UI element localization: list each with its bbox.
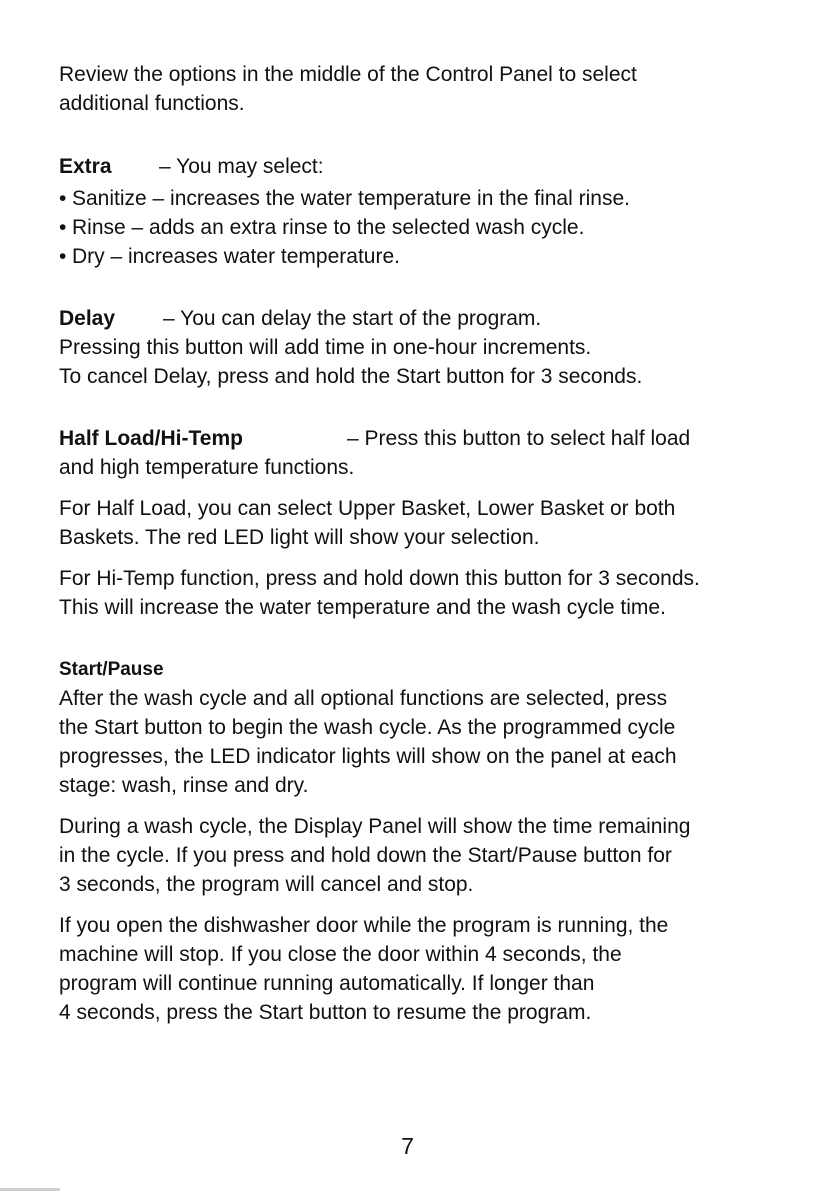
hi-temp-line: For Hi-Temp function, press and hold down this button for 3 seconds.: [59, 567, 700, 590]
delay-section: [59, 304, 799, 391]
bullet-icon: •: [59, 216, 67, 239]
delay-label: Delay: [59, 307, 116, 330]
paragraph-line: the Start button to begin the wash cycle. As the programmed cycle: [59, 716, 676, 739]
intro-paragraph: [59, 60, 799, 118]
delay-heading-line: [59, 304, 799, 333]
list-item: [59, 184, 799, 213]
half-load-label: Half Load/Hi-Temp: [59, 427, 243, 450]
paragraph-line: 4 seconds, press the Start button to resume the program.: [59, 1001, 592, 1024]
intro-line: additional functions.: [59, 92, 245, 115]
list-item-text: Sanitize – increases the water temperature in the final rinse.: [72, 187, 630, 210]
start-pause-paragraph: [59, 684, 799, 800]
start-pause-heading: Start/Pause: [59, 659, 164, 680]
extra-heading-line: [59, 152, 799, 181]
list-item: [59, 242, 799, 271]
manual-page: [59, 60, 799, 1027]
half-load-heading-line: [59, 424, 799, 453]
extra-label: Extra: [59, 155, 112, 178]
half-load-paragraph: [59, 494, 799, 552]
extra-options-list: [59, 184, 799, 271]
list-item-text: Dry – increases water temperature.: [72, 245, 400, 268]
start-pause-section: [59, 655, 799, 1027]
list-item-text: Rinse – adds an extra rinse to the selected wash cycle.: [72, 216, 585, 239]
hi-temp-line: This will increase the water temperature and the wash cycle time.: [59, 596, 666, 619]
paragraph-line: If you open the dishwasher door while the program is running, the: [59, 914, 669, 937]
paragraph-line: 3 seconds, the program will cancel and stop.: [59, 873, 474, 896]
half-load-section: [59, 424, 799, 622]
half-load-line: Baskets. The red LED light will show your selection.: [59, 526, 540, 549]
extra-text: – You may select:: [159, 155, 324, 178]
start-pause-paragraph: [59, 911, 799, 1027]
list-item: [59, 213, 799, 242]
paragraph-line: program will continue running automatically. If longer than: [59, 972, 595, 995]
paragraph-line: During a wash cycle, the Display Panel will show the time remaining: [59, 815, 691, 838]
hi-temp-paragraph: [59, 564, 799, 622]
paragraph-line: in the cycle. If you press and hold down the Start/Pause button for: [59, 844, 672, 867]
half-load-line: and high temperature functions.: [59, 456, 355, 479]
paragraph-line: progresses, the LED indicator lights will show on the panel at each: [59, 745, 677, 768]
bullet-icon: •: [59, 245, 67, 268]
delay-text: – You can delay the start of the program.: [163, 307, 542, 330]
page-number: 7: [401, 1133, 414, 1159]
paragraph-line: stage: wash, rinse and dry.: [59, 774, 309, 797]
half-load-text: – Press this button to select half load: [347, 427, 691, 450]
extra-section: [59, 152, 799, 271]
start-pause-paragraph: [59, 812, 799, 899]
bullet-icon: •: [59, 187, 67, 210]
intro-line: Review the options in the middle of the Control Panel to select: [59, 63, 637, 86]
paragraph-line: machine will stop. If you close the door within 4 seconds, the: [59, 943, 622, 966]
delay-line: Pressing this button will add time in one-hour increments.: [59, 336, 592, 359]
paragraph-line: After the wash cycle and all optional functions are selected, press: [59, 687, 668, 710]
delay-line: To cancel Delay, press and hold the Start button for 3 seconds.: [59, 365, 643, 388]
half-load-line: For Half Load, you can select Upper Basket, Lower Basket or both: [59, 497, 676, 520]
